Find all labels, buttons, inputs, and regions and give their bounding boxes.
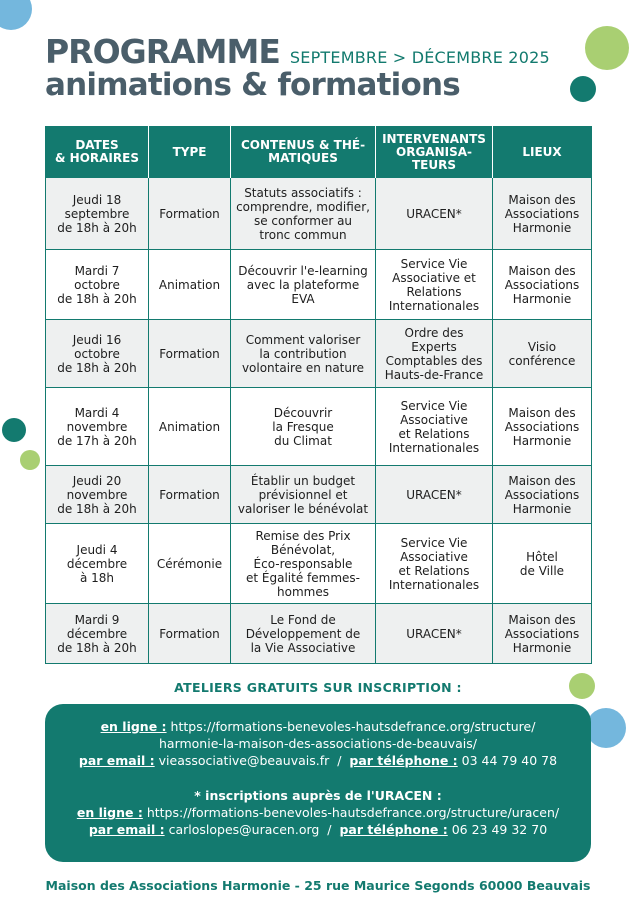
cell-line: Internationales (388, 577, 480, 592)
cell-line: Associations (504, 487, 580, 502)
intervenants-header (376, 127, 493, 178)
cell-line: Associations (504, 626, 580, 641)
cell-line: Hauts-de-France (384, 367, 484, 382)
cell-line: Comment valoriser (245, 332, 361, 347)
cell-line: Harmonie (512, 640, 572, 655)
cell-line: Développement de (245, 626, 361, 641)
date-cell (46, 524, 149, 604)
intervenant-cell (376, 604, 493, 664)
cell-line: Jeudi 16 (72, 332, 122, 347)
cell-line: se conformer au (253, 213, 353, 228)
intervenant-cell (376, 388, 493, 466)
lieu-cell (493, 178, 592, 250)
cell-line: Harmonie (512, 433, 572, 448)
registration-contact-line (45, 752, 591, 769)
registration-online-line (45, 718, 591, 735)
phone-harmonie[interactable]: 03 44 79 40 78 (461, 753, 558, 768)
cell-line: à 18h (79, 570, 115, 585)
cell-line: Jeudi 4 (76, 542, 118, 557)
type-cell: Formation (149, 466, 231, 524)
cell-line: de 17h à 20h (57, 433, 137, 448)
cell-line: Comptables des (385, 353, 483, 368)
programme-table (45, 126, 592, 664)
table-row (46, 604, 592, 664)
cell-line: Établir un budget (250, 473, 356, 488)
ateliers-title: ATELIERS GRATUITS SUR INSCRIPTION : (174, 680, 462, 695)
cell-line: Statuts associatifs : (244, 185, 362, 200)
type-cell: Formation (149, 178, 231, 250)
cell-line: Mardi 7 (74, 263, 120, 278)
separator-2: / (327, 822, 332, 837)
lieu-cell (493, 320, 592, 388)
cell-line: de 18h à 20h (57, 291, 137, 306)
table-row (46, 524, 592, 604)
cell-line: Bénévolat, (270, 542, 336, 557)
cell-line: Maison des (508, 612, 576, 627)
period-label: SEPTEMBRE > DÉCEMBRE 2025 (289, 48, 550, 67)
cell-line: septembre (64, 206, 130, 221)
cell-line: Visio (527, 339, 557, 354)
uracen-email-label: par email : (88, 822, 165, 837)
separator: / (337, 753, 342, 768)
cell-line: volontaire en nature (241, 360, 365, 375)
cell-line: Remise des Prix (255, 528, 351, 543)
cell-line: Maison des (508, 192, 576, 207)
cell-line: de 18h à 20h (57, 640, 137, 655)
date-cell (46, 388, 149, 466)
intervenant-cell (376, 250, 493, 320)
lieux-header (493, 127, 592, 178)
contenus-header (231, 127, 376, 178)
cell-line: URACEN* (406, 626, 462, 641)
cell-line: valoriser le bénévolat (237, 501, 369, 516)
cell-line: Harmonie (512, 501, 572, 516)
lieu-cell (493, 466, 592, 524)
header-line: INTERVENANTS (382, 131, 486, 146)
cell-line: avec la plateforme (246, 277, 360, 292)
decor-dot-blue-right (586, 708, 626, 748)
email-uracen[interactable]: carloslopes@uracen.org (168, 822, 320, 837)
table-header-row (46, 127, 592, 178)
cell-line: décembre (66, 626, 128, 641)
cell-line: Associations (504, 206, 580, 221)
intervenant-cell (376, 320, 493, 388)
cell-line: Découvrir (273, 405, 333, 420)
cell-line: décembre (66, 556, 128, 571)
cell-line: Associations (504, 277, 580, 292)
type-cell: Formation (149, 320, 231, 388)
cell-line: Découvrir l'e-learning (238, 263, 368, 278)
header-line: LIEUX (522, 144, 562, 159)
cell-line: la contribution (259, 346, 347, 361)
cell-line: tronc commun (259, 227, 347, 242)
cell-line: Hôtel (526, 549, 558, 564)
cell-line: Mardi 4 (74, 405, 120, 420)
decor-dot-green-left (20, 450, 40, 470)
type-header (149, 127, 231, 178)
cell-line: la Vie Associative (250, 640, 356, 655)
date-cell (46, 320, 149, 388)
cell-line: Service Vie (400, 256, 468, 271)
table-row (46, 320, 592, 388)
cell-line: Associative (400, 549, 468, 564)
cell-line: Service Vie (400, 535, 468, 550)
uracen-contact-line (45, 821, 591, 838)
online-url-harmonie-part2[interactable]: harmonie-la-maison-des-associations-de-beauvais/ (158, 736, 478, 751)
cell-line: octobre (74, 346, 120, 361)
cell-line: Maison des (508, 263, 576, 278)
cell-line: URACEN* (406, 206, 462, 221)
contenu-cell (231, 250, 376, 320)
phone-uracen[interactable]: 06 23 49 32 70 (451, 822, 548, 837)
cell-line: Relations (406, 284, 462, 299)
date-cell (46, 604, 149, 664)
online-url-uracen[interactable]: https://formations-benevoles-hautsdefrance.org/structure/uracen/ (146, 805, 560, 820)
registration-online-line-2 (45, 735, 591, 752)
online-url-harmonie-part1[interactable]: https://formations-benevoles-hautsdefrance.org/structure/ (170, 719, 536, 734)
decor-dot-blue-top-left (0, 0, 32, 30)
contenu-cell (231, 178, 376, 250)
cell-line: Le Fond de (270, 612, 336, 627)
uracen-online-label: en ligne : (76, 805, 143, 820)
cell-line: Maison des (508, 405, 576, 420)
cell-line: Experts (411, 339, 457, 354)
table-row (46, 466, 592, 524)
page-title: PROGRAMME (45, 32, 280, 71)
cell-line: de 18h à 20h (57, 501, 137, 516)
type-cell: Animation (149, 250, 231, 320)
email-label: par email : (78, 753, 155, 768)
contenu-cell (231, 320, 376, 388)
online-label: en ligne : (100, 719, 167, 734)
page-header (45, 34, 605, 102)
type-cell: Animation (149, 388, 231, 466)
date-cell (46, 178, 149, 250)
cell-line: Harmonie (512, 291, 572, 306)
page-subtitle: animations & formations (45, 67, 460, 103)
cell-line: Maison des (508, 473, 576, 488)
decor-dot-teal-left (2, 418, 26, 442)
contenu-cell (231, 524, 376, 604)
cell-line: prévisionnel et (258, 487, 348, 502)
footer-address: Maison des Associations Harmonie - 25 rue Maurice Segonds 60000 Beauvais (45, 878, 591, 893)
contenu-cell (231, 604, 376, 664)
intervenant-cell (376, 524, 493, 604)
header-line: TYPE (172, 144, 207, 159)
header-line: TEURS (411, 157, 456, 172)
cell-line: novembre (66, 487, 128, 502)
contenu-cell (231, 388, 376, 466)
header-line: MATIQUES (268, 151, 338, 165)
date-cell (46, 250, 149, 320)
cell-line: Ordre des (404, 325, 464, 340)
table-row (46, 250, 592, 320)
cell-line: Associative (400, 412, 468, 427)
cell-line: Mardi 9 (74, 612, 120, 627)
header-line: ORGANISA- (396, 144, 472, 159)
cell-line: Service Vie (400, 398, 468, 413)
cell-line: Internationales (388, 298, 480, 313)
cell-line: comprendre, modifier, (236, 199, 370, 214)
cell-line: de 18h à 20h (57, 220, 137, 235)
cell-line: la Fresque (272, 419, 334, 434)
cell-line: hommes (277, 584, 329, 599)
contenu-cell (231, 466, 376, 524)
registration-panel (45, 704, 591, 862)
cell-line: conférence (508, 353, 576, 368)
header-line: CONTENUS & THÉ- (240, 138, 366, 152)
email-harmonie[interactable]: vieassociative@beauvais.fr (158, 753, 330, 768)
cell-line: Associative et (392, 270, 476, 285)
lieu-cell (493, 604, 592, 664)
cell-line: novembre (66, 419, 128, 434)
cell-line: Harmonie (512, 220, 572, 235)
cell-line: de Ville (519, 563, 565, 578)
cell-line: Associations (504, 419, 580, 434)
lieu-cell (493, 388, 592, 466)
header-line: DATES (75, 138, 119, 152)
cell-line: Jeudi 18 (72, 192, 122, 207)
phone-label: par téléphone : (349, 753, 458, 768)
dates-header (46, 127, 149, 178)
date-cell (46, 466, 149, 524)
type-cell: Formation (149, 604, 231, 664)
cell-line: EVA (291, 291, 315, 306)
cell-line: et Relations (398, 563, 470, 578)
cell-line: de 18h à 20h (57, 360, 137, 375)
cell-line: du Climat (274, 433, 332, 448)
cell-line: Internationales (388, 440, 480, 455)
header-line: & HORAIRES (55, 151, 139, 165)
cell-line: et Égalité femmes- (246, 570, 360, 585)
uracen-online-line (45, 804, 591, 821)
lieu-cell (493, 524, 592, 604)
type-cell: Cérémonie (149, 524, 231, 604)
cell-line: Jeudi 20 (72, 473, 122, 488)
table-row (46, 388, 592, 466)
intervenant-cell (376, 466, 493, 524)
title-line (45, 34, 605, 70)
cell-line: et Relations (398, 426, 470, 441)
uracen-phone-label: par téléphone : (339, 822, 448, 837)
cell-line: URACEN* (406, 487, 462, 502)
intervenant-cell (376, 178, 493, 250)
table-row (46, 178, 592, 250)
cell-line: Éco-responsable (253, 556, 353, 571)
uracen-heading: * inscriptions auprès de l'URACEN : (194, 788, 442, 803)
cell-line: octobre (74, 277, 120, 292)
lieu-cell (493, 250, 592, 320)
